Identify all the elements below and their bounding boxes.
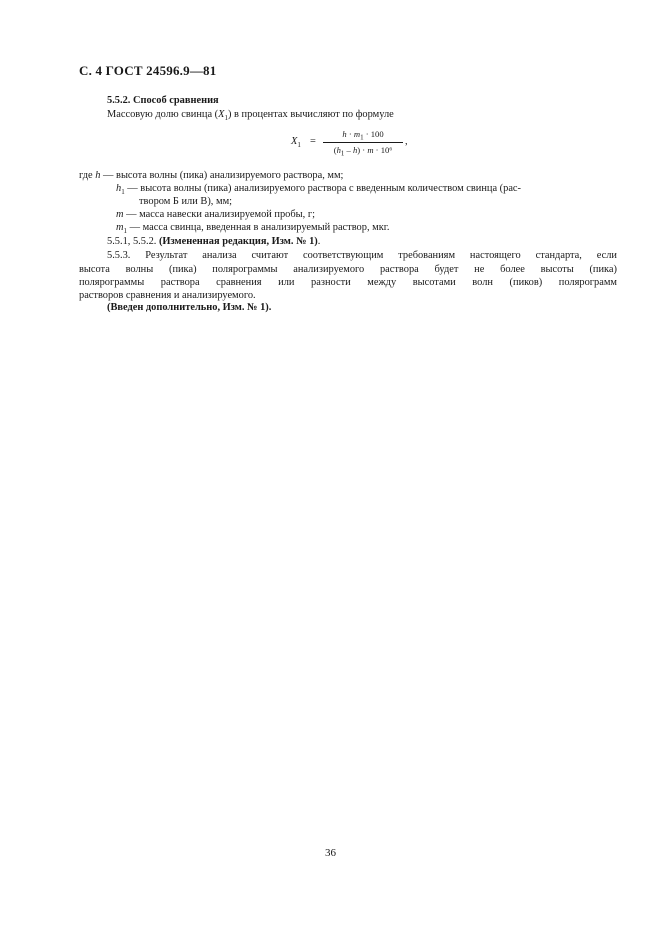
den-10e6: · 10⁶ [373, 145, 393, 155]
num-m: m [353, 129, 361, 139]
num-h: h [342, 129, 347, 139]
def-symbol: m [116, 222, 124, 233]
def-symbol-sub: 1 [121, 188, 125, 197]
formula-denominator [323, 145, 403, 158]
den-h1: h [336, 145, 341, 155]
formula-comma: , [405, 136, 408, 147]
amendment-period: . [317, 236, 321, 247]
amendment-note [107, 236, 320, 247]
definition-item [116, 183, 521, 196]
formula-lhs-var: X [291, 136, 298, 147]
den-minus: – [344, 145, 353, 155]
def-prefix: где [79, 170, 96, 181]
amendment-ref: 5.5.1, 5.5.2. [107, 236, 159, 247]
intro-variable: X [218, 109, 225, 120]
para-line: полярограммы раствора сравнения или разности между высотами волн (пиков) полярограмм [79, 277, 617, 288]
definition-item [116, 222, 389, 235]
den-close: ) · [357, 145, 368, 155]
para-line: 5.5.3. Результат анализа считают соответствующим требованиям настоящего стандарта, если [107, 250, 617, 261]
den-h1-sub: 1 [340, 149, 345, 158]
def-symbol-sub: 1 [123, 227, 128, 236]
section-number: 5.5.2. [107, 95, 131, 106]
num-dot: · [346, 129, 354, 139]
amendment-label: (Измененная редакция, Изм. № 1) [158, 236, 318, 247]
def-text: твором Б или В), мм; [139, 196, 233, 207]
def-symbol: m [116, 209, 124, 220]
intro-variable-sub: 1 [224, 114, 228, 123]
intro-text-pre: Массовую долю свинца ( [107, 109, 219, 120]
def-text: — высота волны (пика) анализируемого раствора с введенным количеством свинца (рас- [124, 183, 521, 194]
para-line: высота волны (пика) полярограммы анализируемого раствора будет не более высоты (пика) [79, 264, 617, 275]
section-title: Способ сравнения [133, 95, 219, 106]
section-heading [107, 95, 219, 106]
definition-continuation [139, 196, 232, 207]
def-text: — масса навески анализируемой пробы, г; [123, 209, 315, 220]
def-symbol: h [95, 170, 101, 181]
den-open: ( [333, 145, 337, 155]
amendment-note-2: (Введен дополнительно, Изм. № 1). [107, 302, 272, 313]
definition-item [116, 209, 315, 220]
formula-numerator [323, 129, 403, 142]
formula-lhs [291, 136, 301, 149]
para-line: растворов сравнения и анализируемого. [79, 290, 256, 301]
definition-item [79, 170, 343, 181]
intro-text-post: ) в процентах вычисляют по формуле [228, 109, 394, 120]
page-header: С. 4 ГОСТ 24596.9—81 [79, 63, 217, 78]
formula-lhs-sub: 1 [297, 141, 301, 150]
den-m: m [367, 145, 374, 155]
section-intro [107, 109, 394, 122]
fraction-bar [323, 142, 403, 143]
den-h: h [352, 145, 358, 155]
def-symbol: h [116, 183, 122, 194]
num-100: · 100 [363, 129, 384, 139]
def-text: — высота волны (пика) анализируемого раствора, мм; [100, 170, 344, 181]
num-m-sub: 1 [360, 133, 364, 142]
formula-equals: = [310, 136, 316, 147]
def-text: — масса свинца, введенная в анализируемый раствор, мкг. [127, 222, 390, 233]
page-number: 36 [325, 847, 336, 859]
